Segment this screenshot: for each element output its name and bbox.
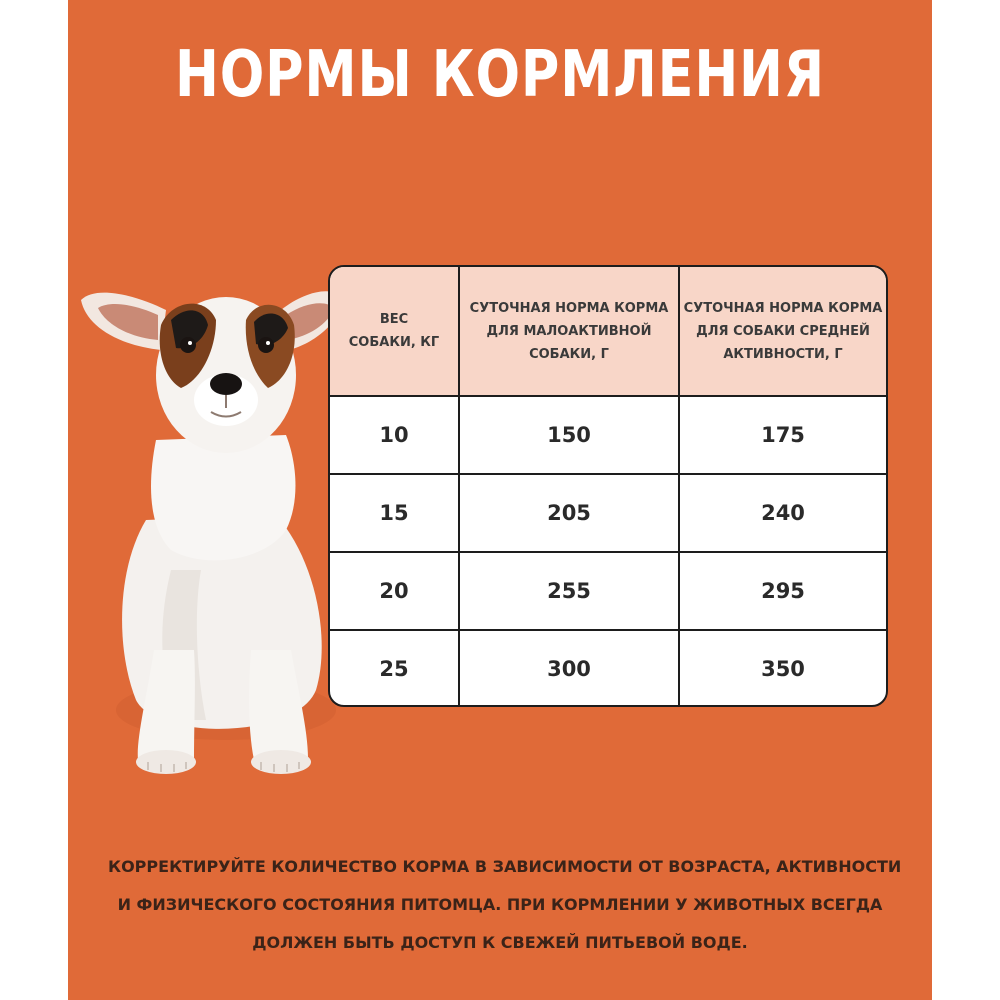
table-cell-medium: 295 [761,579,805,603]
header-line: ДЛЯ МАЛОАКТИВНОЙ [486,323,652,339]
note-line: И ФИЗИЧЕСКОГО СОСТОЯНИЯ ПИТОМЦА. ПРИ КОРМЛЕНИИ У ЖИВОТНЫХ ВСЕГДА [117,895,883,914]
page-title: НОРМЫ КОРМЛЕНИЯ [174,38,826,112]
feeding-table [328,265,888,707]
table-cell-weight: 25 [379,657,409,681]
table-cell-low: 300 [547,657,591,681]
table-header-row [330,267,886,397]
header-line: АКТИВНОСТИ, Г [723,346,843,362]
header-weight [330,267,458,395]
header-line: СУТОЧНАЯ НОРМА КОРМА [469,300,669,316]
table-cell-medium: 175 [761,423,805,447]
header-line: СОБАКИ, Г [529,346,609,362]
table-cell-medium: 240 [761,501,805,525]
feeding-panel [68,0,932,1000]
table-cell-low: 205 [547,501,591,525]
header-line: ВЕС [379,312,409,327]
table-cell-weight: 10 [379,423,409,447]
header-low-activity [460,267,678,395]
table-cell-medium: 350 [761,657,805,681]
header-line: СУТОЧНАЯ НОРМА КОРМА [683,300,883,316]
table-cell-low: 255 [547,579,591,603]
table-cell-low: 150 [547,423,591,447]
table-cell-weight: 15 [379,501,409,525]
note-line: ДОЛЖЕН БЫТЬ ДОСТУП К СВЕЖЕЙ ПИТЬЕВОЙ ВОДЕ. [252,933,748,952]
header-line: ДЛЯ СОБАКИ СРЕДНЕЙ [696,323,870,339]
table-cell-weight: 20 [379,579,409,603]
note-line: КОРРЕКТИРУЙТЕ КОЛИЧЕСТВО КОРМА В ЗАВИСИМОСТИ ОТ ВОЗРАСТА, АКТИВНОСТИ [108,857,902,876]
feeding-note [108,848,902,962]
dog-photo [76,270,346,780]
header-line: СОБАКИ, КГ [348,335,440,350]
header-medium-activity [680,267,886,395]
